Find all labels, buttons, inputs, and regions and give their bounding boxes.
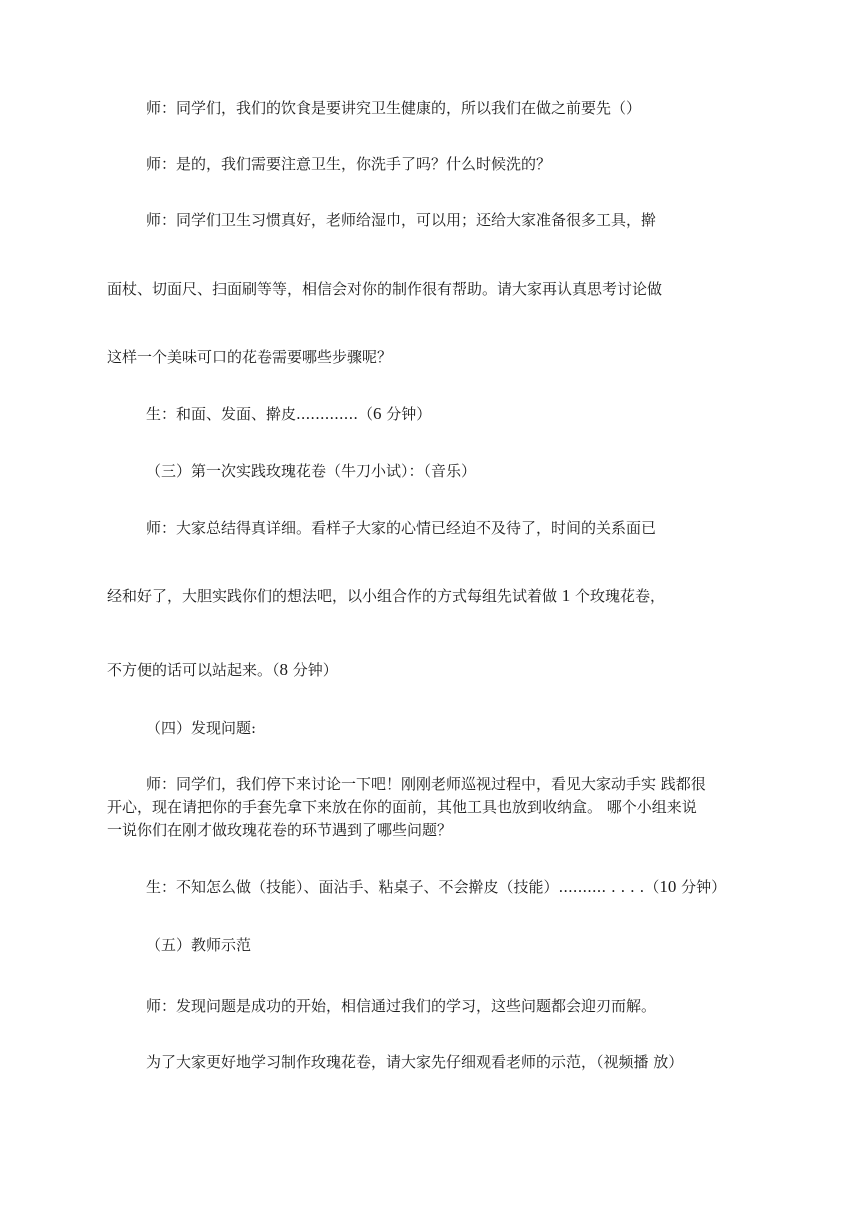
section-heading-first-practice <box>146 461 476 481</box>
paragraph-text: 面杖、切面尺、扫面刷等等，相信会对你的制作很有帮助。请大家再认真思考讨论做 <box>107 280 663 298</box>
paragraph-text: 分钟） <box>381 405 432 423</box>
paragraph-text: 这样一个美味可口的花卷需要哪些步骤呢？ <box>107 348 393 366</box>
paragraph-teacher-tools-line2 <box>107 279 662 299</box>
section-heading-teacher-demo <box>146 935 251 955</box>
paragraph-text: 师：发现问题是成功的开始，相信通过我们的学习，这些问题都会迎刃而解。 <box>146 997 657 1015</box>
minutes-number: 10 <box>659 877 677 896</box>
paragraph-teacher-practice-line2 <box>107 586 665 606</box>
paragraph-teacher-practice-line1 <box>146 518 656 538</box>
paragraph-teacher-wash-hands <box>146 154 551 174</box>
paragraph-text: 分钟） <box>676 878 727 896</box>
heading-text: （三）第一次实践玫瑰花卷（牛刀小试）：（音乐） <box>146 462 477 480</box>
paragraph-teacher-solve <box>146 996 656 1016</box>
paragraph-student-problems <box>146 877 726 897</box>
paragraph-text: 师：同学们卫生习惯真好，老师给湿巾，可以用；还给大家准备很多工具，擀 <box>146 211 657 229</box>
paragraph-text: 不方便的话可以站起来。（ <box>107 661 280 679</box>
paragraph-text: 师：是的，我们需要注意卫生，你洗手了吗？什么时候洗的？ <box>146 155 552 173</box>
paragraph-teacher-video <box>146 1052 683 1072</box>
section-heading-find-problems <box>146 718 256 738</box>
paragraph-teacher-discuss-line3 <box>107 820 452 840</box>
paragraph-teacher-discuss-line1 <box>146 774 706 794</box>
paragraph-text: 师：同学们，我们的饮食是要讲究卫生健康的，所以我们在做之前要先（） <box>146 99 642 117</box>
heading-text: （四）发现问题: <box>146 719 257 737</box>
paragraph-text: 开心，现在请把你的手套先拿下来放在你的面前，其他工具也放到收纳盒。 哪个小组来说 <box>107 798 697 816</box>
paragraph-text: 为了大家更好地学习制作玫瑰花卷，请大家先仔细观看老师的示范，（视频播 放） <box>146 1053 684 1071</box>
paragraph-text: 师：大家总结得真详细。看样子大家的心情已经迫不及待了，时间的关系面已 <box>146 519 657 537</box>
paragraph-student-steps <box>146 404 431 424</box>
heading-text: （五）教师示范 <box>146 936 252 954</box>
paragraph-teacher-tools-line3 <box>107 347 392 367</box>
paragraph-teacher-discuss-line2 <box>107 797 697 817</box>
paragraph-text: 生：和面、发面、擀皮.............（ <box>146 405 373 423</box>
paragraph-teacher-tools-line1 <box>146 210 656 230</box>
paragraph-text: 经和好了，大胆实践你们的想法吧，以小组合作的方式每组先试着做 <box>107 587 562 605</box>
minutes-number: 8 <box>279 660 289 679</box>
paragraph-text: 分钟） <box>288 661 338 679</box>
paragraph-teacher-practice-line3 <box>107 660 338 680</box>
paragraph-text: 生：不知怎么做（技能）、面沾手、粘桌子、不会擀皮（技能）.......... . . . .（ <box>146 878 660 896</box>
paragraph-teacher-hygiene <box>146 98 641 118</box>
paragraph-text: 一说你们在刚才做玫瑰花卷的环节遇到了哪些问题？ <box>107 821 453 839</box>
paragraph-text: 师：同学们，我们停下来讨论一下吧！刚刚老师巡视过程中，看见大家动手实 践都很 <box>146 775 706 793</box>
paragraph-text: 个玫瑰花卷， <box>570 587 666 605</box>
minutes-number: 6 <box>373 404 382 423</box>
count-number: 1 <box>561 586 571 605</box>
